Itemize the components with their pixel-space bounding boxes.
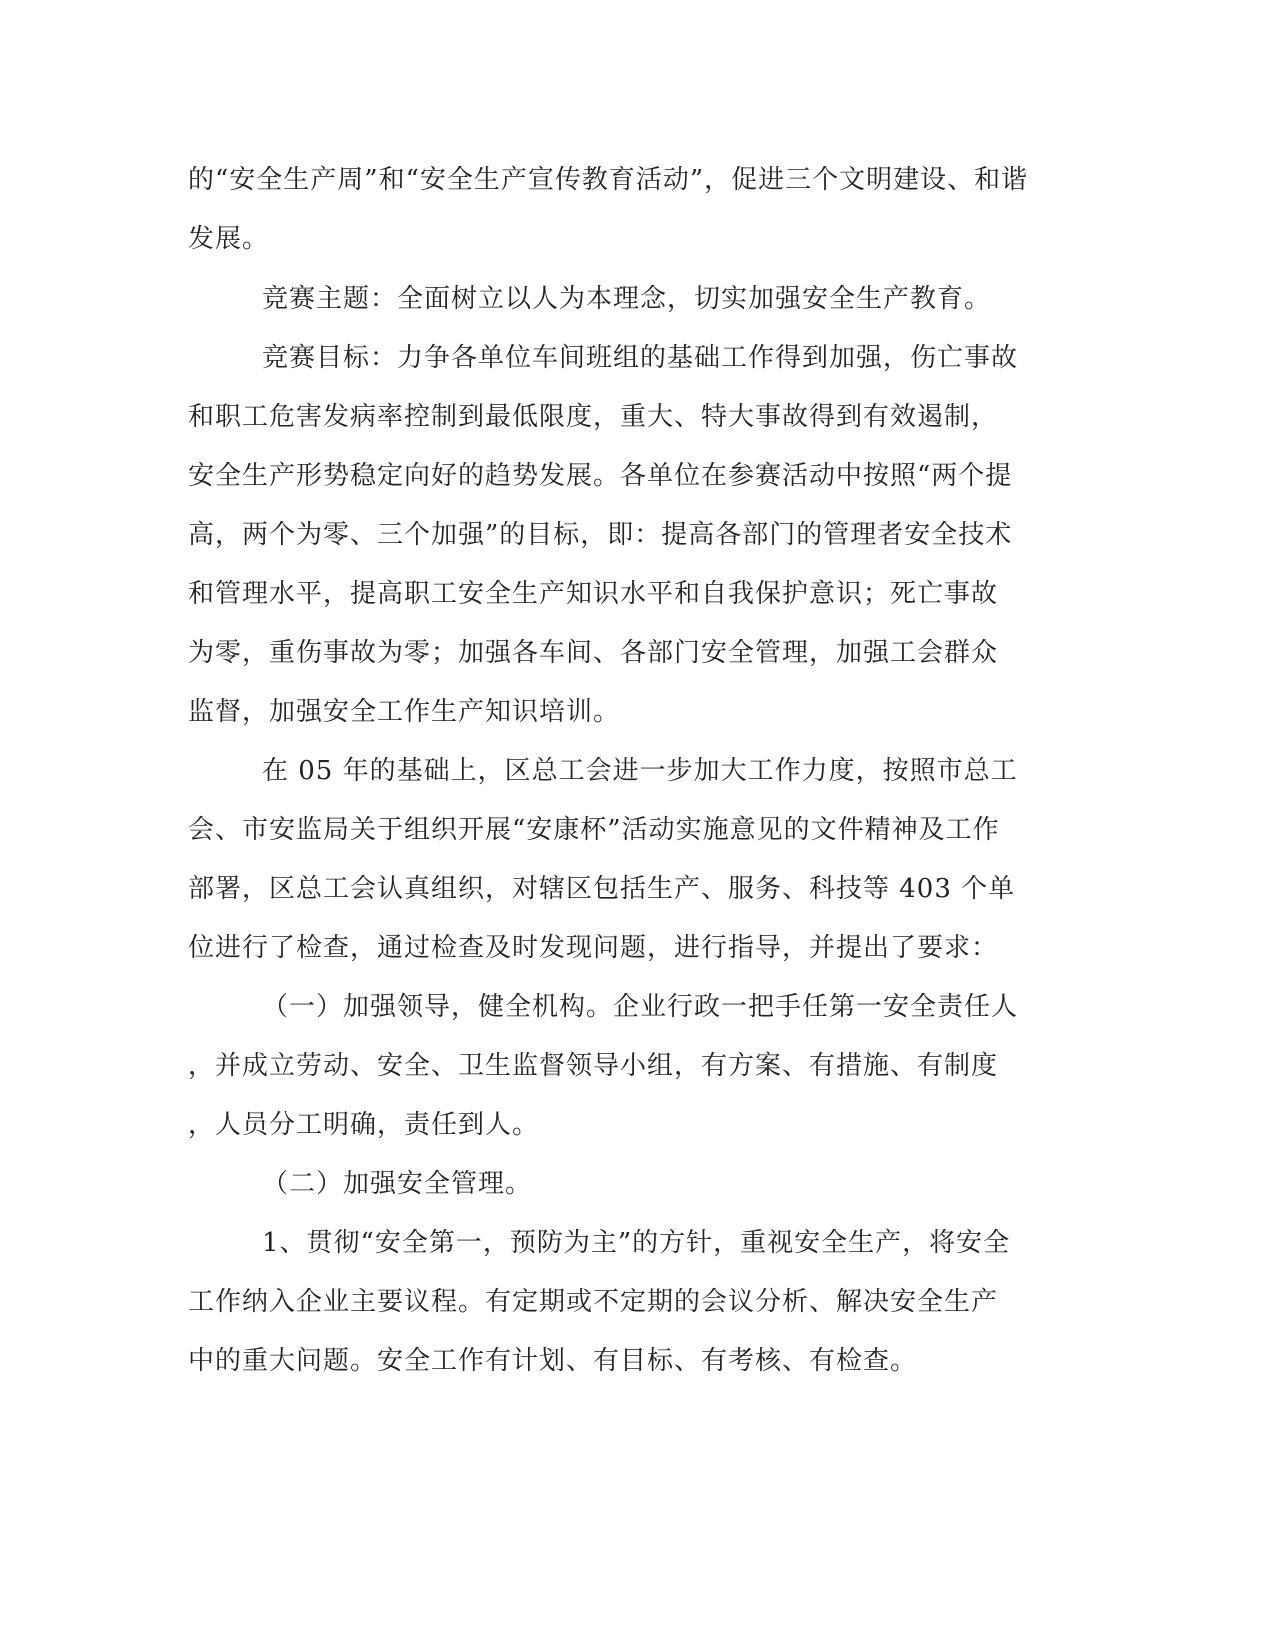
text-line: 的“安全生产周”和“安全生产宣传教育活动”，促进三个文明建设、和谐 — [188, 165, 1029, 195]
text-line: 和职工危害发病率控制到最低限度，重大、特大事故得到有效遏制， — [188, 402, 999, 432]
text-line: 监督，加强安全工作生产知识培训。 — [188, 697, 621, 727]
paragraph-first-line: 1、贯彻“安全第一，预防为主”的方针，重视安全生产，将安全 — [262, 1228, 1011, 1258]
text-line: 高，两个为零、三个加强”的目标，即：提高各部门的管理者安全技术 — [188, 520, 1013, 550]
paragraph-first-line: （一）加强领导，健全机构。企业行政一把手任第一安全责任人 — [262, 992, 1019, 1022]
text-line: 中的重大问题。安全工作有计划、有目标、有考核、有检查。 — [188, 1346, 918, 1376]
paragraph-first-line: 竞赛主题：全面树立以人为本理念，切实加强安全生产教育。 — [262, 284, 992, 314]
text-line: 工作纳入企业主要议程。有定期或不定期的会议分析、解决安全生产 — [188, 1287, 999, 1317]
text-line: 部署，区总工会认真组织，对辖区包括生产、服务、科技等 403 个单 — [188, 874, 1016, 904]
text-line: 和管理水平，提高职工安全生产知识水平和自我保护意识；死亡事故 — [188, 579, 999, 609]
paragraph-first-line: 竞赛目标：力争各单位车间班组的基础工作得到加强，伤亡事故 — [262, 343, 1019, 373]
section-heading: （二）加强安全管理。 — [262, 1169, 533, 1199]
paragraph-first-line: 在 05 年的基础上，区总工会进一步加大工作力度，按照市总工 — [262, 756, 1018, 786]
text-line: 发展。 — [188, 224, 270, 254]
text-line: 会、市安监局关于组织开展“安康杯”活动实施意见的文件精神及工作 — [188, 815, 1000, 845]
text-line: 为零，重伤事故为零；加强各车间、各部门安全管理，加强工会群众 — [188, 638, 999, 668]
text-line: 位进行了检查，通过检查及时发现问题，进行指导，并提出了要求： — [188, 933, 999, 963]
text-line: ，人员分工明确，责任到人。 — [188, 1110, 540, 1140]
text-line: ，并成立劳动、安全、卫生监督领导小组，有方案、有措施、有制度 — [188, 1051, 999, 1081]
text-line: 安全生产形势稳定向好的趋势发展。各单位在参赛活动中按照“两个提 — [188, 461, 1013, 491]
